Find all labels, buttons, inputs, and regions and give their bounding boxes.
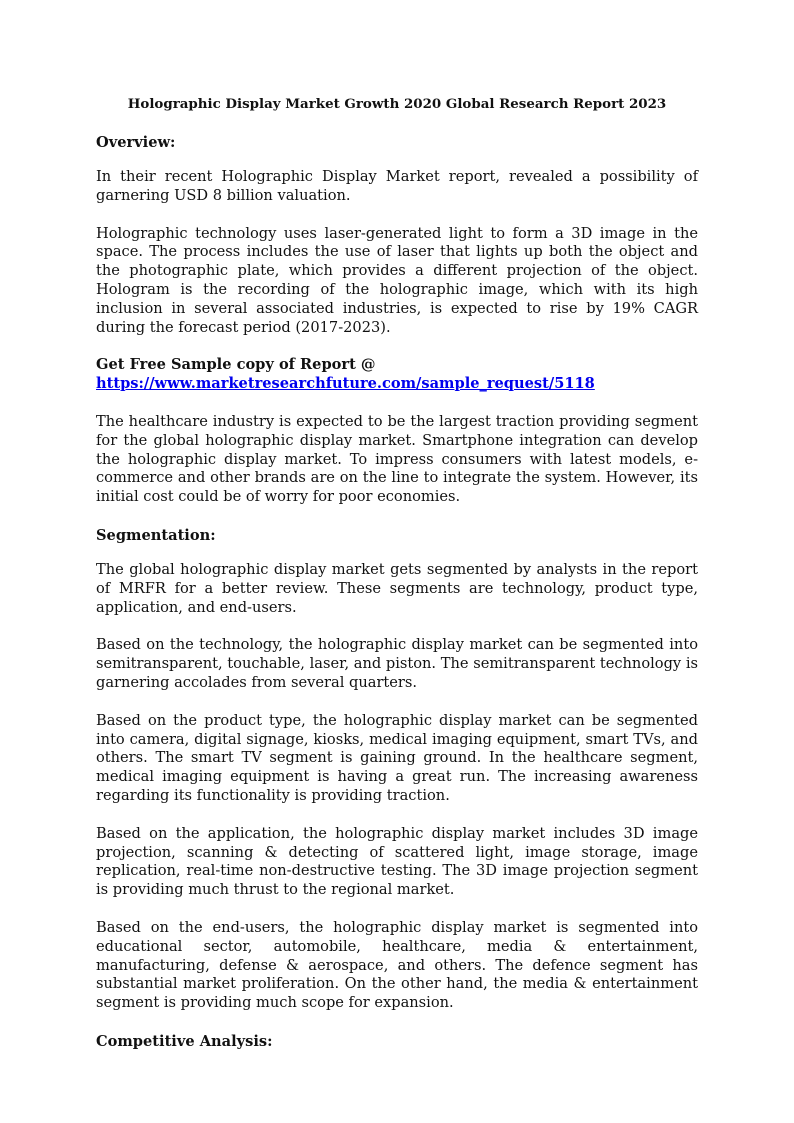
document-body: [96, 96, 698, 1067]
overview-heading: Overview:: [96, 134, 176, 151]
healthcare-paragraph: The healthcare industry is expected to be the largest traction providing segment for the global holographic display market. Smartphone integration can develop the holographic display market. To impress consumers with latest models, e-commerce and other brands are on the line to integrate the system. However, its initial cost could be of worry for poor economies.: [96, 412, 698, 506]
sample-request-link[interactable]: https://www.marketresearchfuture.com/sample_request/5118: [96, 375, 595, 393]
competitive-analysis-heading: Competitive Analysis:: [96, 1032, 273, 1050]
segmentation-technology-paragraph: Based on the technology, the holographic display market can be segmented into semitransparent, touchable, laser, and piston. The semitransparent technology is garnering accolades from several quarters.: [96, 636, 698, 691]
document-title: Holographic Display Market Growth 2020 Global Research Report 2023: [127, 96, 667, 112]
sample-request-block: [96, 356, 698, 394]
segmentation-application-paragraph: Based on the application, the holographic display market includes 3D image projection, scanning & detecting of scattered light, image storage, image replication, real-time non-destructive testing. The 3D image projection segment is providing much thrust to the regional market.: [96, 824, 698, 899]
segmentation-paragraph-intro: The global holographic display market gets segmented by analysts in the report of MRFR for a better review. These segments are technology, product type, application, and end-users.: [96, 560, 698, 616]
sample-request-label: Get Free Sample copy of Report @: [96, 356, 376, 374]
segmentation-heading: Segmentation:: [96, 526, 216, 544]
overview-paragraph-1: In their recent Holographic Display Market report, revealed a possibility of garnering USD 8 billion valuation.: [96, 168, 698, 204]
overview-paragraph-2: Holographic technology uses laser-generated light to form a 3D image in the space. The process includes the use of laser that lights up both the object and the photographic plate, which provides a different projection of the object. Hologram is the recording of the holographic image, which with its high inclusion in several associated industries, is expected to rise by 19% CAGR during the forecast period (2017-2023).: [96, 224, 698, 336]
segmentation-end-users-paragraph: Based on the end-users, the holographic display market is segmented into educational sector, automobile, healthcare, media & entertainment, manufacturing, defense & aerospace, and others. The defence segment has substantial market proliferation. On the other hand, the media & entertainment segment is providing much scope for expansion.: [96, 918, 698, 1012]
segmentation-product-paragraph: Based on the product type, the holographic display market can be segmented into camera, digital signage, kiosks, medical imaging equipment, smart TVs, and others. The smart TV segment is gaining ground. In the healthcare segment, medical imaging equipment is having a great run. The increasing awareness regarding its functionality is providing traction.: [96, 711, 698, 804]
